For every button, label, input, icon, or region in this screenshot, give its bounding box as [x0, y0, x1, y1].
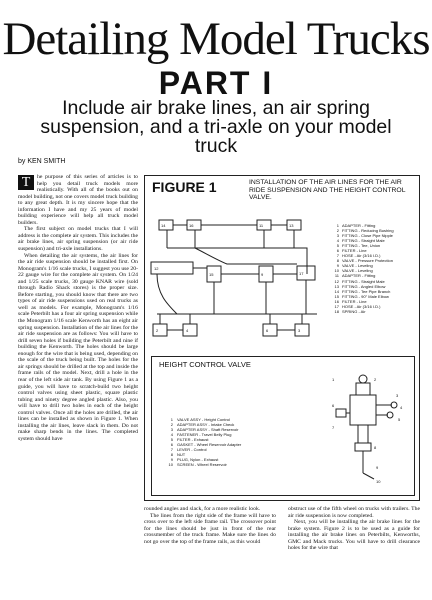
- callout: 5: [398, 417, 401, 422]
- part-name: VALVE ASSY - Height Control: [177, 417, 230, 422]
- callout: 9: [261, 272, 264, 277]
- part-name: FITTING - Close Pipe Nipple: [342, 233, 393, 239]
- part-number: 4: [336, 238, 339, 244]
- part-number: 8: [336, 258, 339, 264]
- part-name: FITTING - Straight Male: [342, 278, 385, 284]
- callout: 2: [156, 328, 159, 333]
- part-number: 9: [336, 263, 339, 269]
- parts-list-item: [331, 309, 416, 314]
- callout: 11: [259, 223, 264, 228]
- callout: 13: [289, 223, 294, 228]
- callout: 14: [161, 223, 166, 228]
- part-number: 12: [334, 278, 339, 284]
- part-name: ADAPTER - Fitting: [342, 223, 376, 228]
- article-subtitle: Include air brake lines, an air spring suspension, and a tri-axle on your model truck: [40, 97, 392, 157]
- callout: 4: [186, 328, 189, 333]
- part-name: NUT: [177, 452, 186, 458]
- callout: 10: [376, 479, 381, 484]
- paragraph: When detailing the air systems, the air lines for the air ride suspension should be installed first. On Monogram's 1/16 scale trucks, I suggest you use 20-22 gauge wire for the complete air system. On 1/24 and 1/25 scale trucks, 30 gauge KNAR wire (sold through Radio Shack stores) is the proper size. Before starting, you should know that there are two types of air ride suspensions used on real trucks as well as models. For example, Monogram's 1/16 scale Peterbilt has a four air spring suspension while the Monogram 1/16 scale Kenworth has an eight air spring suspension. Installation of the air lines for the air ride suspension are as follows: You will have to drill seven holes if building the Peterbilt and nine if building the Kenworth. The holes should be large enough for the wire that is being used, depending on the scale of the truck being built. The holes for the air springs should be drilled at the top and inside the frame rails of the model. Next, drill a hole in the rear of the left side air tank. By using Figure 1 as a guide, you will have to scratch-build two height control valves using sheet plastic, square plastic tubing and ninety degree angled plastic. Also, you will have to drill two holes in each of the height control valves. Once all the holes are drilled, the air lines can be installed as shown in Figure 1. When installing the air lines, leave slack in them. Do not make sharp bends in the lines. The completed system should have: [18, 252, 138, 442]
- part-number: 10: [334, 268, 339, 274]
- article-title: Detailing Model Trucks: [2, 13, 430, 65]
- inset-title: HEIGHT CONTROL VALVE: [159, 360, 251, 369]
- callout: 2: [374, 377, 377, 382]
- part-number: 5: [170, 437, 173, 443]
- part-number: 3: [336, 233, 339, 239]
- part-name: FITTING - Reducing Bushing: [342, 228, 394, 234]
- callout: 17: [299, 271, 304, 276]
- part-number: 17: [334, 303, 339, 309]
- figure-caption: INSTALLATION OF THE AIR LINES FOR THE AIR RIDE SUSPENSION AND THE HEIGHT CONTROL VALVE.: [249, 179, 406, 201]
- drop-cap: T: [18, 175, 34, 190]
- part-number: 3: [170, 427, 173, 433]
- part-name: SCREEN - Wheel Reservoir: [177, 462, 227, 468]
- part-name: FILTER - Line: [342, 298, 367, 304]
- part-name: VALVE - Leveling: [342, 268, 373, 274]
- part-name: ADAPTER ASSY - Shaft Reservoir: [177, 427, 239, 433]
- part-name: FILTER - Line: [342, 248, 367, 254]
- part-number: 15: [334, 293, 339, 299]
- part-name: FITTING - 90° Male Elbow: [342, 293, 389, 299]
- height-control-valve-inset: [151, 356, 415, 496]
- callout: 6: [266, 328, 269, 333]
- article-column-2: [144, 506, 276, 545]
- part-number: 13: [334, 283, 339, 289]
- paragraph: T he purpose of this series of articles is to help you detail truck models more realistically. With all of the books out on model building, not one covers model truck building to any great depth. It is my sincere hope that the information I have and my 25 years of model building experience will help all truck model builders.: [18, 174, 138, 226]
- callout: 3: [396, 393, 399, 398]
- part-name: HOSE - Air (3/16 I.D.): [342, 253, 381, 259]
- part-name: HOSE - Air (3/16 I.D.): [342, 303, 381, 309]
- part-number: 9: [170, 457, 173, 463]
- air-line-schematic: [147, 214, 331, 354]
- part-name: ADAPTER - Fitting: [342, 273, 376, 279]
- part-heading: PART I: [158, 65, 274, 101]
- paragraph: The first subject on model trucks that I will address is the complete air system. This includes the air brake lines, air spring suspension (or air ride suspension) and tri-axle installations.: [18, 226, 138, 253]
- hcv-parts-list: [165, 417, 325, 467]
- part-number: 2: [170, 422, 173, 428]
- part-number: 18: [334, 308, 339, 314]
- callout: 15: [209, 272, 214, 277]
- callout: 12: [154, 266, 159, 271]
- valve-cap: [359, 375, 367, 383]
- part-name: PLUG, Nylon - Exhaust: [177, 457, 219, 463]
- part-number: 6: [170, 442, 173, 448]
- article-column-3: [288, 506, 420, 552]
- callout: 1: [332, 377, 335, 382]
- paragraph: The lines from the right side of the frame will have to cross over to the left side frame rail. The crossover point for the lines should be just in front of the rear crossmember of the truck frame. Make sure the lines do not go over the top of the frame rails, as this would: [144, 512, 276, 545]
- figure-1: [144, 175, 420, 501]
- part-number: 6: [336, 248, 339, 254]
- byline: by KEN SMITH: [18, 158, 66, 165]
- paragraph: rounded angles and slack, for a more realistic look.: [144, 506, 261, 512]
- callout: 7: [332, 425, 335, 430]
- part-name: SPRING - Air: [342, 308, 366, 314]
- part-number: 5: [336, 243, 339, 249]
- part-number: 2: [336, 228, 339, 234]
- callout: 16: [189, 223, 194, 228]
- parts-list: [331, 223, 416, 314]
- callout: 6: [332, 403, 335, 408]
- part-number: 7: [170, 447, 173, 453]
- callout: 3: [298, 328, 301, 333]
- paragraph: Next, you will be installing the air brake lines for the brake system. Figure 2 is to be used as a guide for installing the air brake lines on Peterbilts, Kenworths, GMC and Mack trucks. You will have to drill clearance holes for the wire that: [288, 519, 420, 552]
- part-number: 10: [168, 462, 173, 468]
- part-number: 7: [336, 253, 339, 259]
- part-number: 16: [334, 298, 339, 304]
- part-number: 11: [334, 273, 339, 279]
- part-name: VALVE - Leveling: [342, 263, 373, 269]
- part-name: ADAPTER ASSY - Intake Check: [177, 422, 235, 428]
- figure-label: FIGURE 1: [152, 179, 217, 195]
- part-number: 1: [170, 417, 173, 422]
- callout: 4: [400, 405, 403, 410]
- part-name: VALVE - Pressure Protection: [342, 258, 393, 264]
- part-name: FILTER - Exhaust: [177, 437, 209, 443]
- part-number: 4: [170, 432, 173, 438]
- part-name: FASTENER - Travel Belly Plug: [177, 432, 232, 438]
- parts-list-item: [165, 462, 325, 467]
- callout: 8: [374, 445, 377, 450]
- callout: 9: [376, 465, 379, 470]
- part-number: 8: [170, 452, 173, 458]
- part-number: 1: [336, 223, 339, 228]
- article-column-1: [18, 174, 138, 442]
- valve-top: [356, 383, 370, 395]
- part-name: LEVER - Control: [177, 447, 207, 453]
- part-name: FITTING - Straight Male: [342, 238, 385, 244]
- valve-body: [350, 395, 376, 425]
- valve-drawing: [330, 369, 410, 491]
- part-name: GASKET - Wheel Reservoir Adapter: [177, 442, 242, 448]
- paragraph: obstruct use of the fifth wheel on trucks with trailers. The air ride suspension is now completed.: [288, 506, 420, 519]
- part-number: 14: [334, 288, 339, 294]
- part-name: FITTING - Tee, Union: [342, 243, 381, 249]
- part-name: FITTING - Angled Elbow: [342, 283, 386, 289]
- part-name: FITTING - Tee Pipe Branch: [342, 288, 391, 294]
